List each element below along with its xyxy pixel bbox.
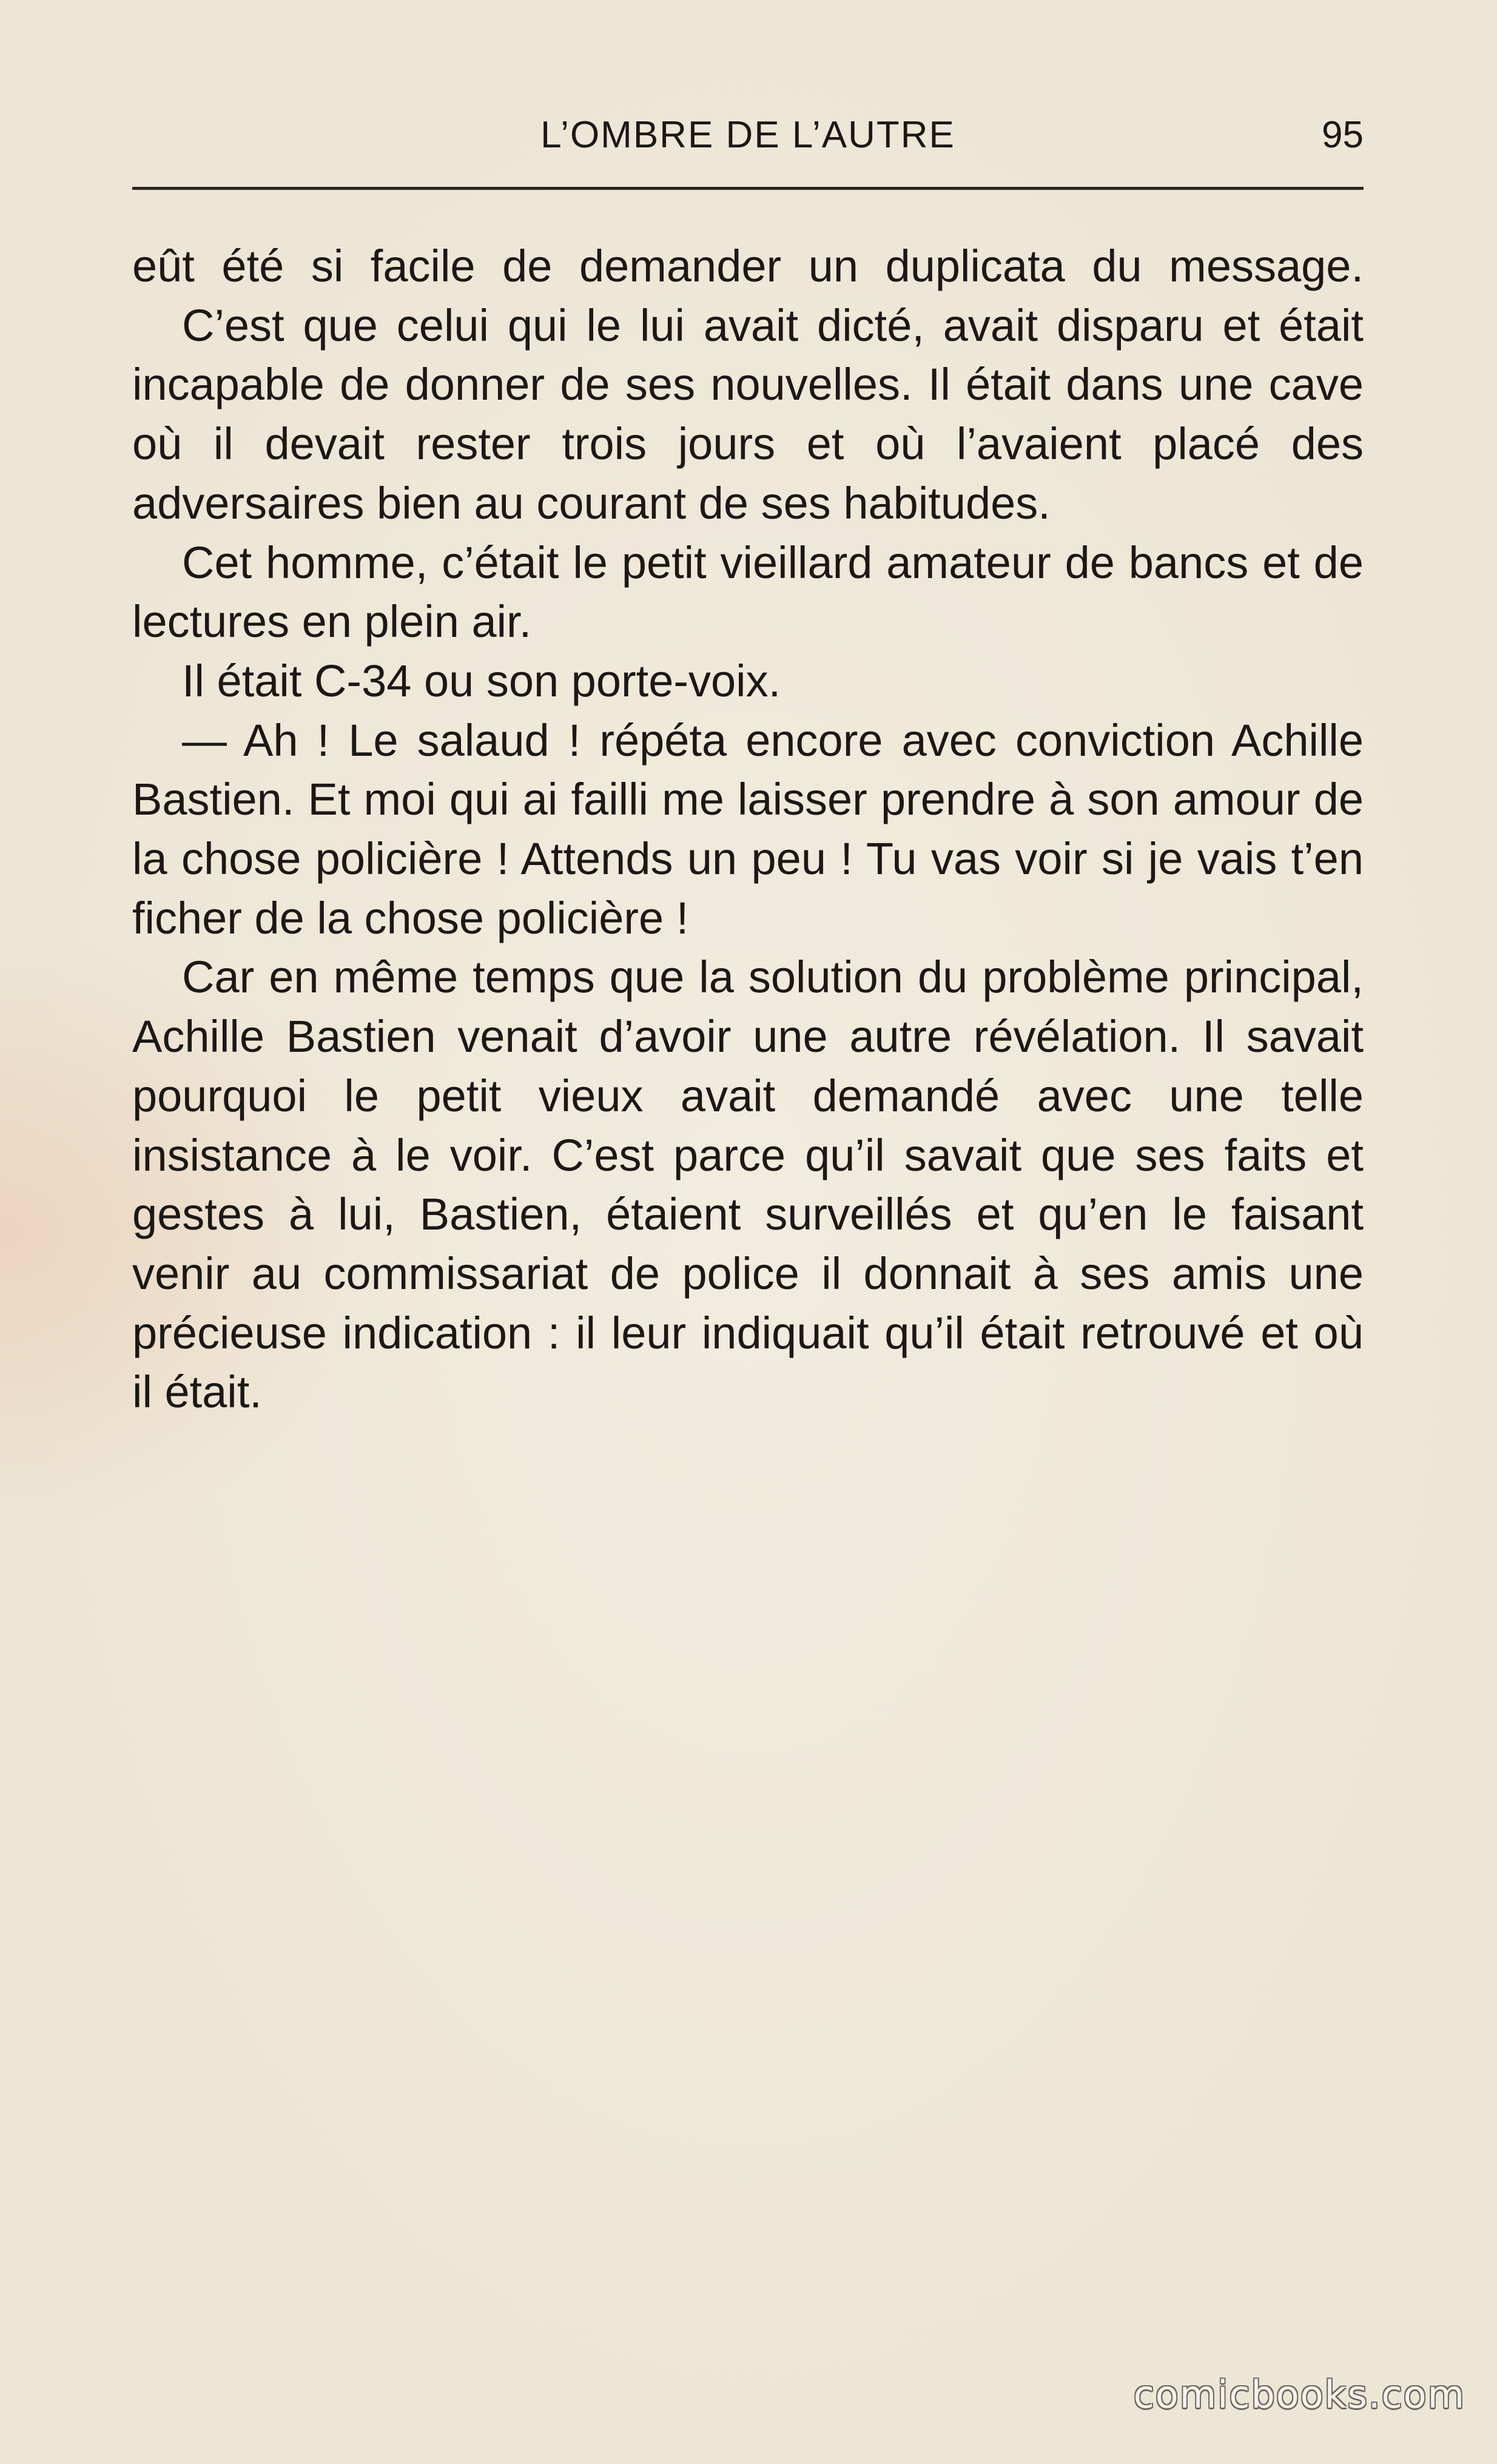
dialogue-paragraph: — Ah ! Le salaud ! répéta encore avec conviction Achille Bastien. Et moi qui ai failli me laisser prendre à son amour de la chose policière ! Attends un peu ! Tu vas voir si je vais t’en ficher de la chose policière ! xyxy=(132,715,1364,943)
header-rule xyxy=(132,187,1364,190)
running-head xyxy=(132,108,1364,163)
paragraph: Cet homme, c’était le petit vieillard amateur de bancs et de lectures en plein air. xyxy=(132,537,1364,647)
running-title: L’OMBRE DE L’AUTRE xyxy=(540,114,955,156)
paragraph: C’est que celui qui le lui avait dicté, avait disparu et était incapable de donner de ses nouvelles. Il était dans une cave où il devait rester trois jours et où l’avaient placé des adversaires bien au courant de ses habitudes. xyxy=(132,300,1364,528)
page-number: 95 xyxy=(1322,114,1364,156)
paragraph: Car en même temps que la solution du problème principal, Achille Bastien venait d’avoir une autre révélation. Il savait pourquoi le petit vieux avait demandé avec une telle insistance à le voir. C’est parce qu’il savait que ses faits et gestes à lui, Bastien, étaient surveillés et qu’en le faisant venir au commissariat de police il donnait à ses amis une précieuse indication : il leur indiquait qu’il était retrouvé et où il était. xyxy=(132,952,1364,1418)
paragraph: Il était C-34 ou son porte-voix. xyxy=(182,655,781,706)
watermark-logo: comicbooks.com xyxy=(1133,2372,1465,2417)
paragraph-continued: eût été si facile de demander un duplicata du message. xyxy=(132,241,1364,291)
body-text xyxy=(132,237,1364,1422)
